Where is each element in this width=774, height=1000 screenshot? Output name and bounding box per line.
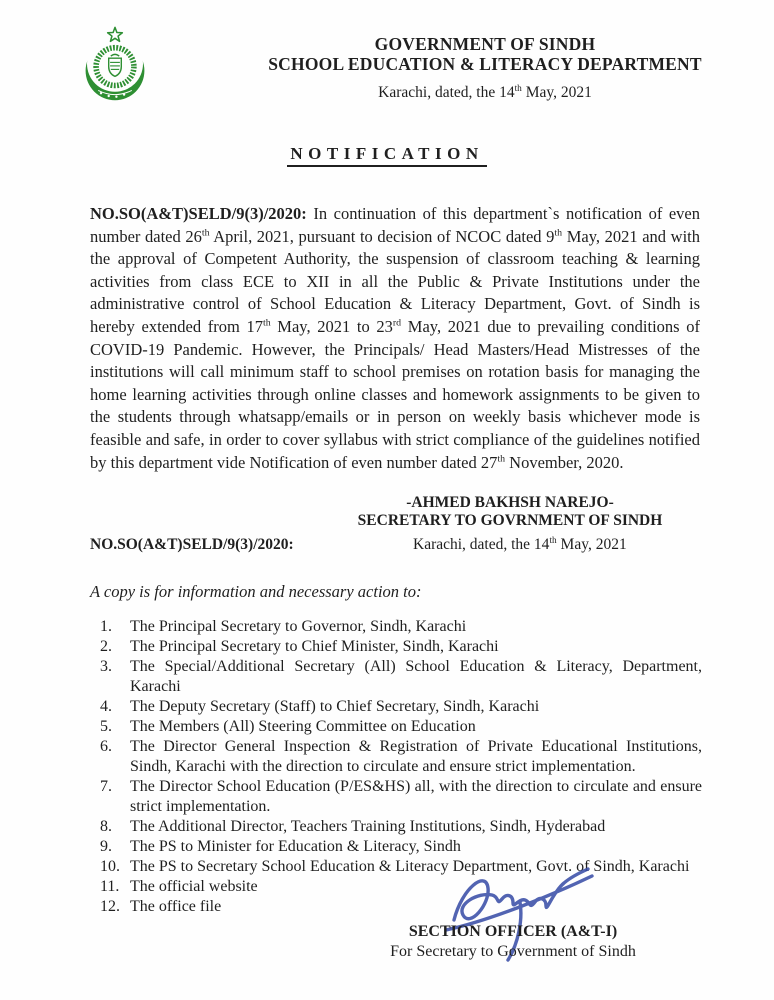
list-item-text: The Director School Education (P/ES&HS) all, with the direction to circulate and ensure strict implementation. <box>130 778 702 816</box>
copy-intro-line: A copy is for information and necessary action to: <box>90 582 422 602</box>
list-item <box>100 657 702 697</box>
notification-body-paragraph: NO.SO(A&T)SELD/9(3)/2020: In continuation of this department`s notification of even number dated 26th April, 2021, pursuant to decision of NCOC dated 9th May, 2021 and with the approval of Competent Authority, the suspension of classroom teaching & learning activities from class ECE to XII in all the Public & Private Institutions under the administrative control of School Education & Literacy Department, Govt. of Sindh is hereby extended from 17th May, 2021 to 23rd May, 2021 due to prevailing conditions of COVID-19 Pandemic. However, the Principals/ Head Masters/Head Mistresses of the institutions will call minimum staff to school premises on rotation basis for managing the home learning activities through online classes and homework assignments to be given to the students through whatsapp/emails or in person on weekly basis whichever mode is feasible and safe, in order to cover syllabus with strict compliance of the guidelines notified by this department vide Notification of even number dated 27th November, 2020. <box>90 204 700 472</box>
list-item-text: The Director General Inspection & Registration of Private Educational Institutions, Sindh, Karachi with the direction to circulate and ensure strict implementation. <box>130 738 702 776</box>
list-item <box>100 777 702 817</box>
list-item-text: The Principal Secretary to Governor, Sindh, Karachi <box>130 618 467 636</box>
list-item <box>100 737 702 777</box>
officer-designation: SECTION OFFICER (A&T-I) <box>408 923 618 940</box>
signatory-name: -AHMED BAKHSH NAREJO- <box>406 494 614 512</box>
list-item-number: 7. <box>100 778 112 796</box>
list-item-text: The PS to Secretary School Education & Literacy Department, Govt. of Sindh, Karachi <box>130 858 690 876</box>
list-item-text: The PS to Minister for Education & Literacy, Sindh <box>130 838 461 856</box>
list-item-number: 11. <box>100 878 120 896</box>
list-item-text: The office file <box>130 898 222 916</box>
list-item <box>100 717 702 737</box>
org-name-line-2: SCHOOL EDUCATION & LITERACY DEPARTMENT <box>268 54 702 74</box>
list-item <box>100 697 702 717</box>
list-item-number: 12. <box>100 898 120 916</box>
list-item-text: The Principal Secretary to Chief Minister, Sindh, Karachi <box>130 638 499 656</box>
list-item-number: 5. <box>100 718 112 736</box>
list-item <box>100 837 702 857</box>
list-item-text: The official website <box>130 878 258 896</box>
list-item <box>100 857 702 877</box>
org-name-line-1: GOVERNMENT OF SINDH <box>374 34 596 54</box>
list-item-number: 9. <box>100 838 112 856</box>
list-item <box>100 617 702 637</box>
header-date-line: Karachi, dated, the 14th May, 2021 <box>378 83 592 101</box>
officer-capacity: For Secretary to Government of Sindh <box>390 943 636 960</box>
list-item-text: The Additional Director, Teachers Training Institutions, Sindh, Hyderabad <box>130 818 606 836</box>
distribution-list <box>100 617 702 917</box>
list-item <box>100 817 702 837</box>
reference-date: Karachi, dated, the 14th May, 2021 <box>413 535 627 554</box>
list-item-number: 6. <box>100 738 112 756</box>
list-item <box>100 877 702 897</box>
reference-row <box>0 536 774 558</box>
list-item-number: 4. <box>100 698 112 716</box>
document-header <box>196 0 774 102</box>
list-item-number: 8. <box>100 818 112 836</box>
list-item-number: 3. <box>100 658 112 676</box>
list-item-number: 2. <box>100 638 112 656</box>
footer-signature-block <box>0 922 774 962</box>
list-item-text: The Special/Additional Secretary (All) School Education & Literacy, Department, Karachi <box>130 658 702 696</box>
notification-title: NOTIFICATION <box>287 144 486 167</box>
list-item-text: The Deputy Secretary (Staff) to Chief Secretary, Sindh, Karachi <box>130 698 540 716</box>
government-of-sindh-emblem-icon <box>80 26 150 110</box>
list-item-text: The Members (All) Steering Committee on Education <box>130 718 476 736</box>
signatory-block <box>0 494 774 530</box>
reference-number: NO.SO(A&T)SELD/9(3)/2020: <box>90 536 294 554</box>
list-item-number: 10. <box>100 858 120 876</box>
signatory-designation: SECRETARY TO GOVRNMENT OF SINDH <box>357 512 663 530</box>
list-item <box>100 897 702 917</box>
list-item-number: 1. <box>100 618 112 636</box>
list-item <box>100 637 702 657</box>
